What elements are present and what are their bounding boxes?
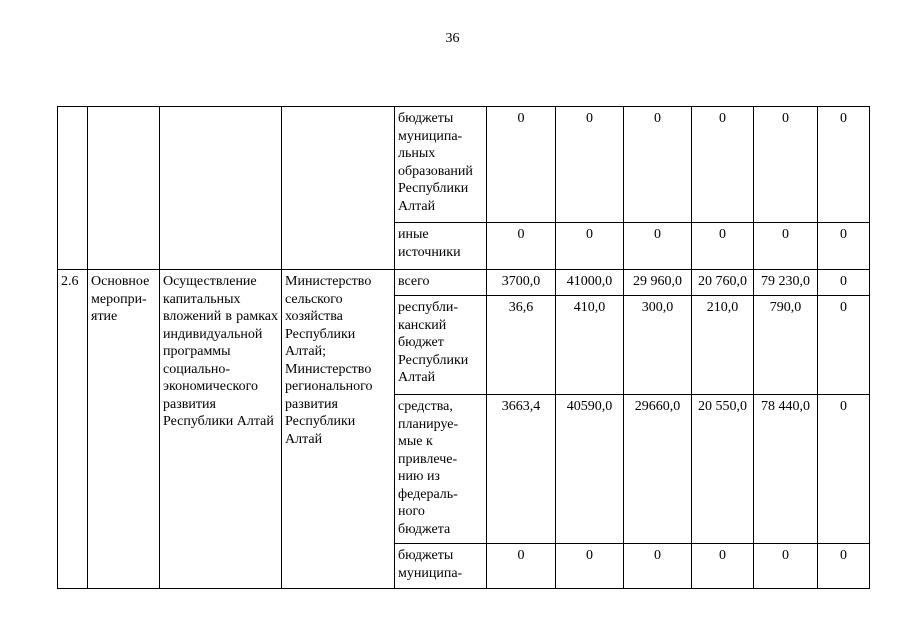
value-cell: 0 <box>754 223 818 270</box>
value-cell: 78 440,0 <box>754 395 818 544</box>
name-cell: Осуществление капитальных вложений в рамках индивидуальной программы социально-экономического развития Республики Алтай <box>160 270 282 589</box>
value-cell: 3700,0 <box>487 270 556 296</box>
value-cell: 0 <box>818 296 870 395</box>
page-number: 36 <box>445 31 460 46</box>
program-table <box>57 106 870 589</box>
executor-cell: Министерство сельского хозяйства Республики Алтай; Министерство регионального развития Республики Алтай <box>282 270 395 589</box>
value-cell: 0 <box>818 395 870 544</box>
value-cell: 0 <box>818 107 870 223</box>
type-cell-empty <box>88 107 160 270</box>
value-cell: 41000,0 <box>556 270 624 296</box>
source-cell: бюджеты муниципа- <box>395 544 487 589</box>
value-cell: 0 <box>754 544 818 589</box>
table-row <box>58 107 870 223</box>
value-cell: 36,6 <box>487 296 556 395</box>
source-cell: республи- канский бюджет Республики Алтай <box>395 296 487 395</box>
name-cell-empty <box>160 107 282 270</box>
value-cell: 0 <box>624 544 692 589</box>
value-cell: 0 <box>818 223 870 270</box>
value-cell: 0 <box>556 223 624 270</box>
value-cell: 0 <box>487 223 556 270</box>
value-cell: 0 <box>692 544 754 589</box>
value-cell: 0 <box>754 107 818 223</box>
value-cell: 0 <box>624 223 692 270</box>
value-cell: 0 <box>692 107 754 223</box>
value-cell: 3663,4 <box>487 395 556 544</box>
value-cell: 790,0 <box>754 296 818 395</box>
value-cell: 0 <box>487 544 556 589</box>
type-cell: Основное меропри- ятие <box>88 270 160 589</box>
value-cell: 410,0 <box>556 296 624 395</box>
value-cell: 40590,0 <box>556 395 624 544</box>
executor-cell-empty <box>282 107 395 270</box>
value-cell: 0 <box>692 223 754 270</box>
value-cell: 20 760,0 <box>692 270 754 296</box>
value-cell: 0 <box>818 544 870 589</box>
source-cell: бюджеты муниципа- льных образований Республики Алтай <box>395 107 487 223</box>
value-cell: 0 <box>818 270 870 296</box>
value-cell: 79 230,0 <box>754 270 818 296</box>
value-cell: 29660,0 <box>624 395 692 544</box>
source-cell: иные источники <box>395 223 487 270</box>
value-cell: 300,0 <box>624 296 692 395</box>
source-cell: всего <box>395 270 487 296</box>
value-cell: 29 960,0 <box>624 270 692 296</box>
value-cell: 210,0 <box>692 296 754 395</box>
table-row <box>58 270 870 296</box>
value-cell: 0 <box>556 107 624 223</box>
value-cell: 20 550,0 <box>692 395 754 544</box>
number-cell-empty <box>58 107 88 270</box>
value-cell: 0 <box>556 544 624 589</box>
source-cell: средства, планируе- мые к привлече- нию из федераль- ного бюджета <box>395 395 487 544</box>
number-cell: 2.6 <box>58 270 88 589</box>
value-cell: 0 <box>624 107 692 223</box>
value-cell: 0 <box>487 107 556 223</box>
